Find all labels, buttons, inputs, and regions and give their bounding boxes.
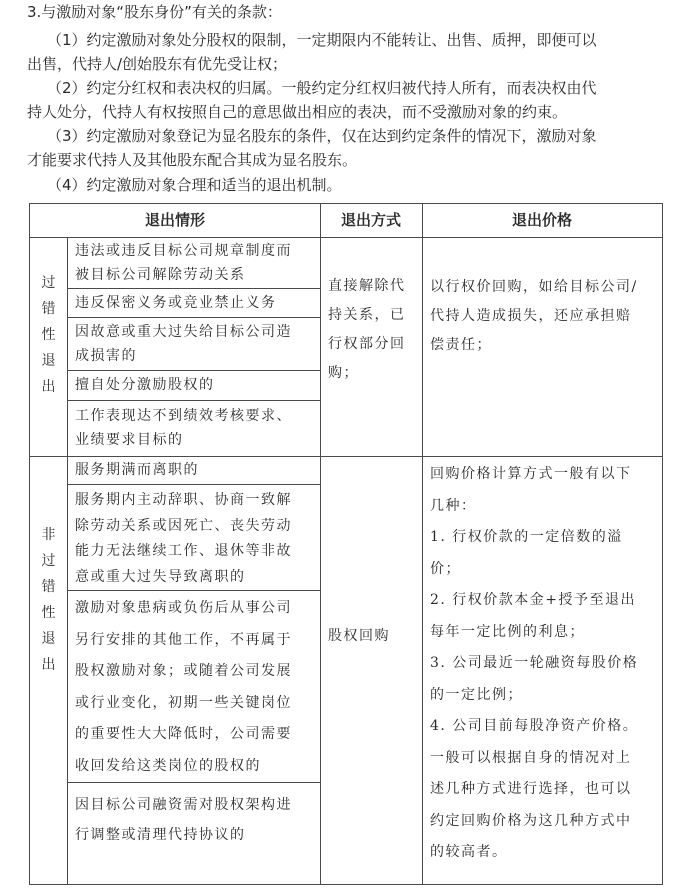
header-divider	[30, 237, 662, 238]
row-divider	[67, 400, 320, 401]
situation-cell: 违法或违反目标公司规章制度而 被目标公司解除劳动关系	[75, 243, 292, 283]
row-divider	[67, 288, 320, 289]
situation-cell: 擅自处分激励股权的	[75, 377, 215, 393]
exit-price-non-fault: 回购价格计算方式一般有以下 几种： 1. 行权价款的一定倍数的溢 价； 2. 行权价款本金+授予至退出 每年一定比例的利息； 3. 公司最近一轮融资每股价格 的一定比例； 4. 公司目前每股净资产价格。 一般可以根据自身的情况对上 述几种方式进行选择，也可以 约定回购价格为这几种方式中 的较高者。	[430, 466, 639, 860]
category-non-fault-exit: 非 过 错 性 退 出	[41, 527, 56, 673]
clause-4: （4）约定激励对象合理和适当的退出机制。	[47, 176, 342, 194]
situation-cell: 服务期内主动辞职、协商一致解 除劳动关系或因死亡、丧失劳动 能力无法继续工作、退休等非故 意或重大过失导致离职的	[75, 492, 292, 585]
exit-method-direct: 直接解除代 持关系，已 行权部分回 购；	[328, 278, 406, 381]
row-divider	[67, 590, 320, 591]
clause-2: （2）约定分红权和表决权的归属。一般约定分红权归被代持人所有，而表决权由代 持人处分，代持人有权按照自己的意思做出相应的表决，而不受激励对象的约束。	[27, 79, 597, 121]
exit-method-buyback: 股权回购	[328, 628, 390, 644]
clause-1: （1）约定激励对象处分股权的限制，一定期限内不能转让、出售、质押，即便可以 出售，代持人/创始股东有优先受让权；	[27, 31, 597, 73]
category-fault-exit: 过 错 性 退 出	[41, 275, 56, 395]
row-divider	[67, 484, 320, 485]
situation-cell: 服务期满而离职的	[75, 462, 199, 478]
col-divider-category	[67, 237, 68, 884]
exit-mechanism-table	[29, 203, 663, 885]
row-divider	[67, 370, 320, 371]
row-divider	[67, 317, 320, 318]
header-exit-method: 退出方式	[340, 211, 401, 229]
group-divider	[30, 456, 662, 457]
header-exit-price: 退出价格	[511, 211, 572, 229]
col-divider-method	[320, 204, 321, 884]
situation-cell: 激励对象患病或负伤后从事公司 另行安排的其他工作，不再属于 股权激励对象；或随着公司发展 或行业变化，初期一些关键岗位 的重要性大大降低时，公司需要 收回发给这类岗位的股权的	[75, 600, 292, 774]
clause-3: （3）约定激励对象登记为显名股东的条件，仅在达到约定条件的情况下，激励对象 才能要求代持人及其他股东配合其成为显名股东。	[27, 127, 597, 169]
exit-price-fault: 以行权价回购，如给目标公司/ 代持人造成损失，还应承担赔 偿责任；	[430, 279, 638, 353]
situation-cell: 违反保密义务或竞业禁止义务	[75, 295, 277, 311]
col-divider-price	[422, 204, 423, 884]
situation-cell: 工作表现达不到绩效考核要求、 业绩要求目标的	[75, 408, 292, 448]
row-divider	[67, 782, 320, 783]
situation-cell: 因故意或重大过失给目标公司造 成损害的	[75, 324, 292, 364]
section-heading: 3.与激励对象“股东身份”有关的条款：	[27, 3, 282, 21]
situation-cell: 因目标公司融资需对股权架构进 行调整或清理代持协议的	[75, 797, 292, 843]
header-exit-situation: 退出情形	[144, 211, 205, 229]
